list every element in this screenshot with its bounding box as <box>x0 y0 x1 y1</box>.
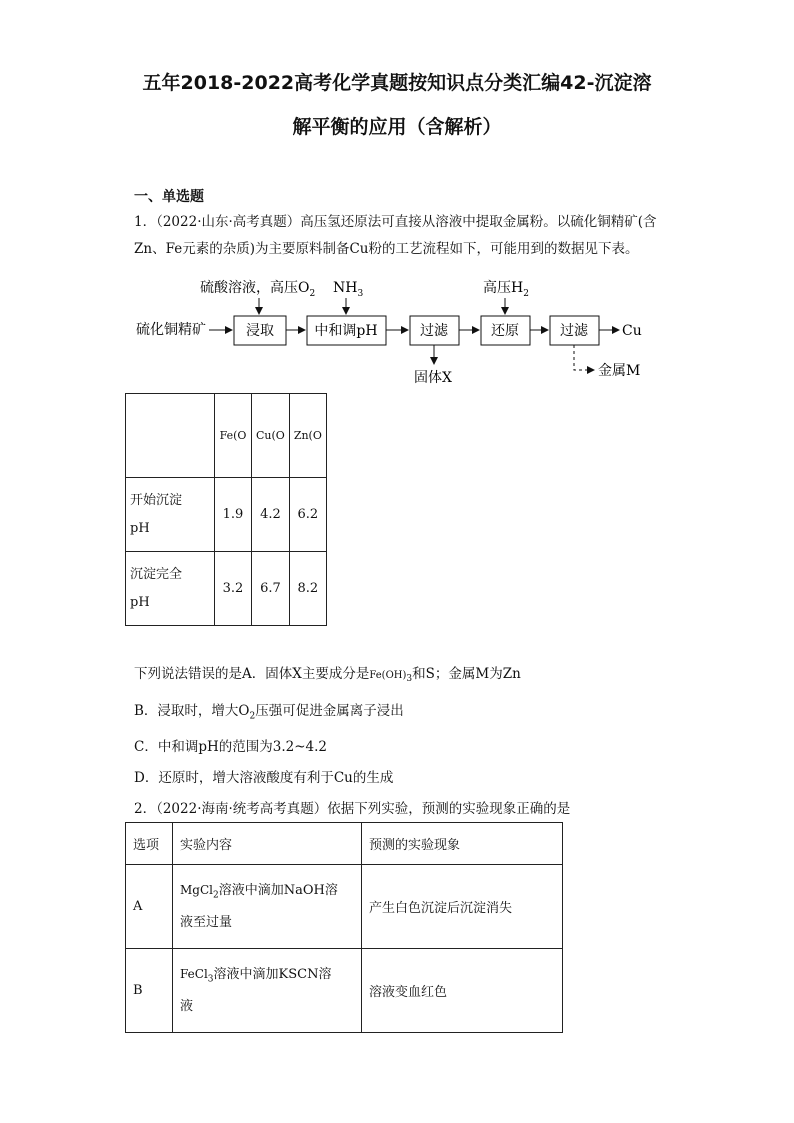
table-header-blank <box>126 394 215 478</box>
option-cell: B <box>126 949 173 1033</box>
header-option: 选项 <box>126 823 173 865</box>
question-1-line-1: 1．（2022·山东·高考真题）高压氢还原法可直接从溶液中提取金属粉。以硫化铜精矿(含 <box>134 214 657 230</box>
metal-m-dashed-arrow <box>574 345 594 370</box>
header-content: 实验内容 <box>173 823 362 865</box>
row-label: 开始沉淀 pH <box>126 478 215 552</box>
flow-output-label: Cu <box>622 323 642 339</box>
question-2-stem: 2．（2022·海南·统考高考真题）依据下列实验，预测的实验现象正确的是 <box>134 801 571 817</box>
step-leach-label: 浸取 <box>246 323 274 339</box>
table-header-fe: Fe(O <box>215 394 252 478</box>
option-cell: A <box>126 865 173 949</box>
question-1-option-d: D．还原时，增大溶液酸度有利于Cu的生成 <box>134 770 394 786</box>
step-filter-1-label: 过滤 <box>420 323 448 339</box>
table-row <box>126 478 327 552</box>
result-cell: 产生白色沉淀后沉淀消失 <box>362 865 563 949</box>
result-cell: 溶液变血红色 <box>362 949 563 1033</box>
metal-m-label: 金属M <box>598 363 641 379</box>
question-1-option-a: 下列说法错误的是A．固体X主要成分是$Fe(OH)_3$和S；金属M为Zn <box>134 666 521 684</box>
process-flow-diagram <box>0 270 794 390</box>
mgcl2-formula: MgCl$_2$ <box>180 882 219 901</box>
flow-input-label: 硫化铜精矿 <box>136 322 206 338</box>
document-title-line-2: 解平衡的应用（含解析） <box>292 116 502 138</box>
content-cell: FeCl$_3$溶液中滴加KSCN溶 液 <box>173 949 362 1033</box>
section-heading: 一、单选题 <box>134 189 204 205</box>
step-filter-2-label: 过滤 <box>560 323 588 339</box>
reagent-3-label: 高压$H_2$ <box>483 280 529 299</box>
table-row <box>126 552 327 626</box>
fecl3-formula: FeCl$_3$ <box>180 966 214 985</box>
question-1-option-c: C．中和调pH的范围为3.2~4.2 <box>134 739 327 755</box>
step-neutralize-label: 中和调pH <box>314 323 378 339</box>
table-cell: 6.2 <box>289 478 326 552</box>
ph-data-table <box>125 393 327 626</box>
table-cell: 4.2 <box>252 478 290 552</box>
table-cell: 3.2 <box>215 552 252 626</box>
header-result: 预测的实验现象 <box>362 823 563 865</box>
content-cell: MgCl$_2$溶液中滴加NaOH溶 液至过量 <box>173 865 362 949</box>
question-1-option-b: B．浸取时，增大$O_2$压强可促进金属离子浸出 <box>134 703 404 722</box>
solid-x-label: 固体X <box>414 370 452 386</box>
reagent-1-label: 硫酸溶液，高压$O_2$ <box>200 280 316 299</box>
table-cell: 1.9 <box>215 478 252 552</box>
table-header-zn: Zn(O <box>289 394 326 478</box>
table-header-row <box>126 394 327 478</box>
step-reduce-label: 还原 <box>491 323 519 339</box>
table-row <box>126 949 563 1033</box>
table-cell: 6.7 <box>252 552 290 626</box>
table-header-row <box>126 823 563 865</box>
table-cell: 8.2 <box>289 552 326 626</box>
o2-formula: $O_2$ <box>238 703 256 722</box>
reagent-2-label: $NH_3$ <box>333 280 364 299</box>
experiment-table <box>125 822 563 1033</box>
document-title-line-1: 五年2018-2022高考化学真题按知识点分类汇编42-沉淀溶 <box>142 72 652 94</box>
table-header-cu: Cu(O <box>252 394 290 478</box>
row-label: 沉淀完全 pH <box>126 552 215 626</box>
question-1-stem <box>134 209 664 263</box>
question-1-line-2: Zn、Fe元素的杂质)为主要原料制备Cu粉的工艺流程如下，可能用到的数据见下表。 <box>134 241 639 257</box>
table-row <box>126 865 563 949</box>
fe-oh-3-formula: $Fe(OH)_3$ <box>369 670 413 684</box>
